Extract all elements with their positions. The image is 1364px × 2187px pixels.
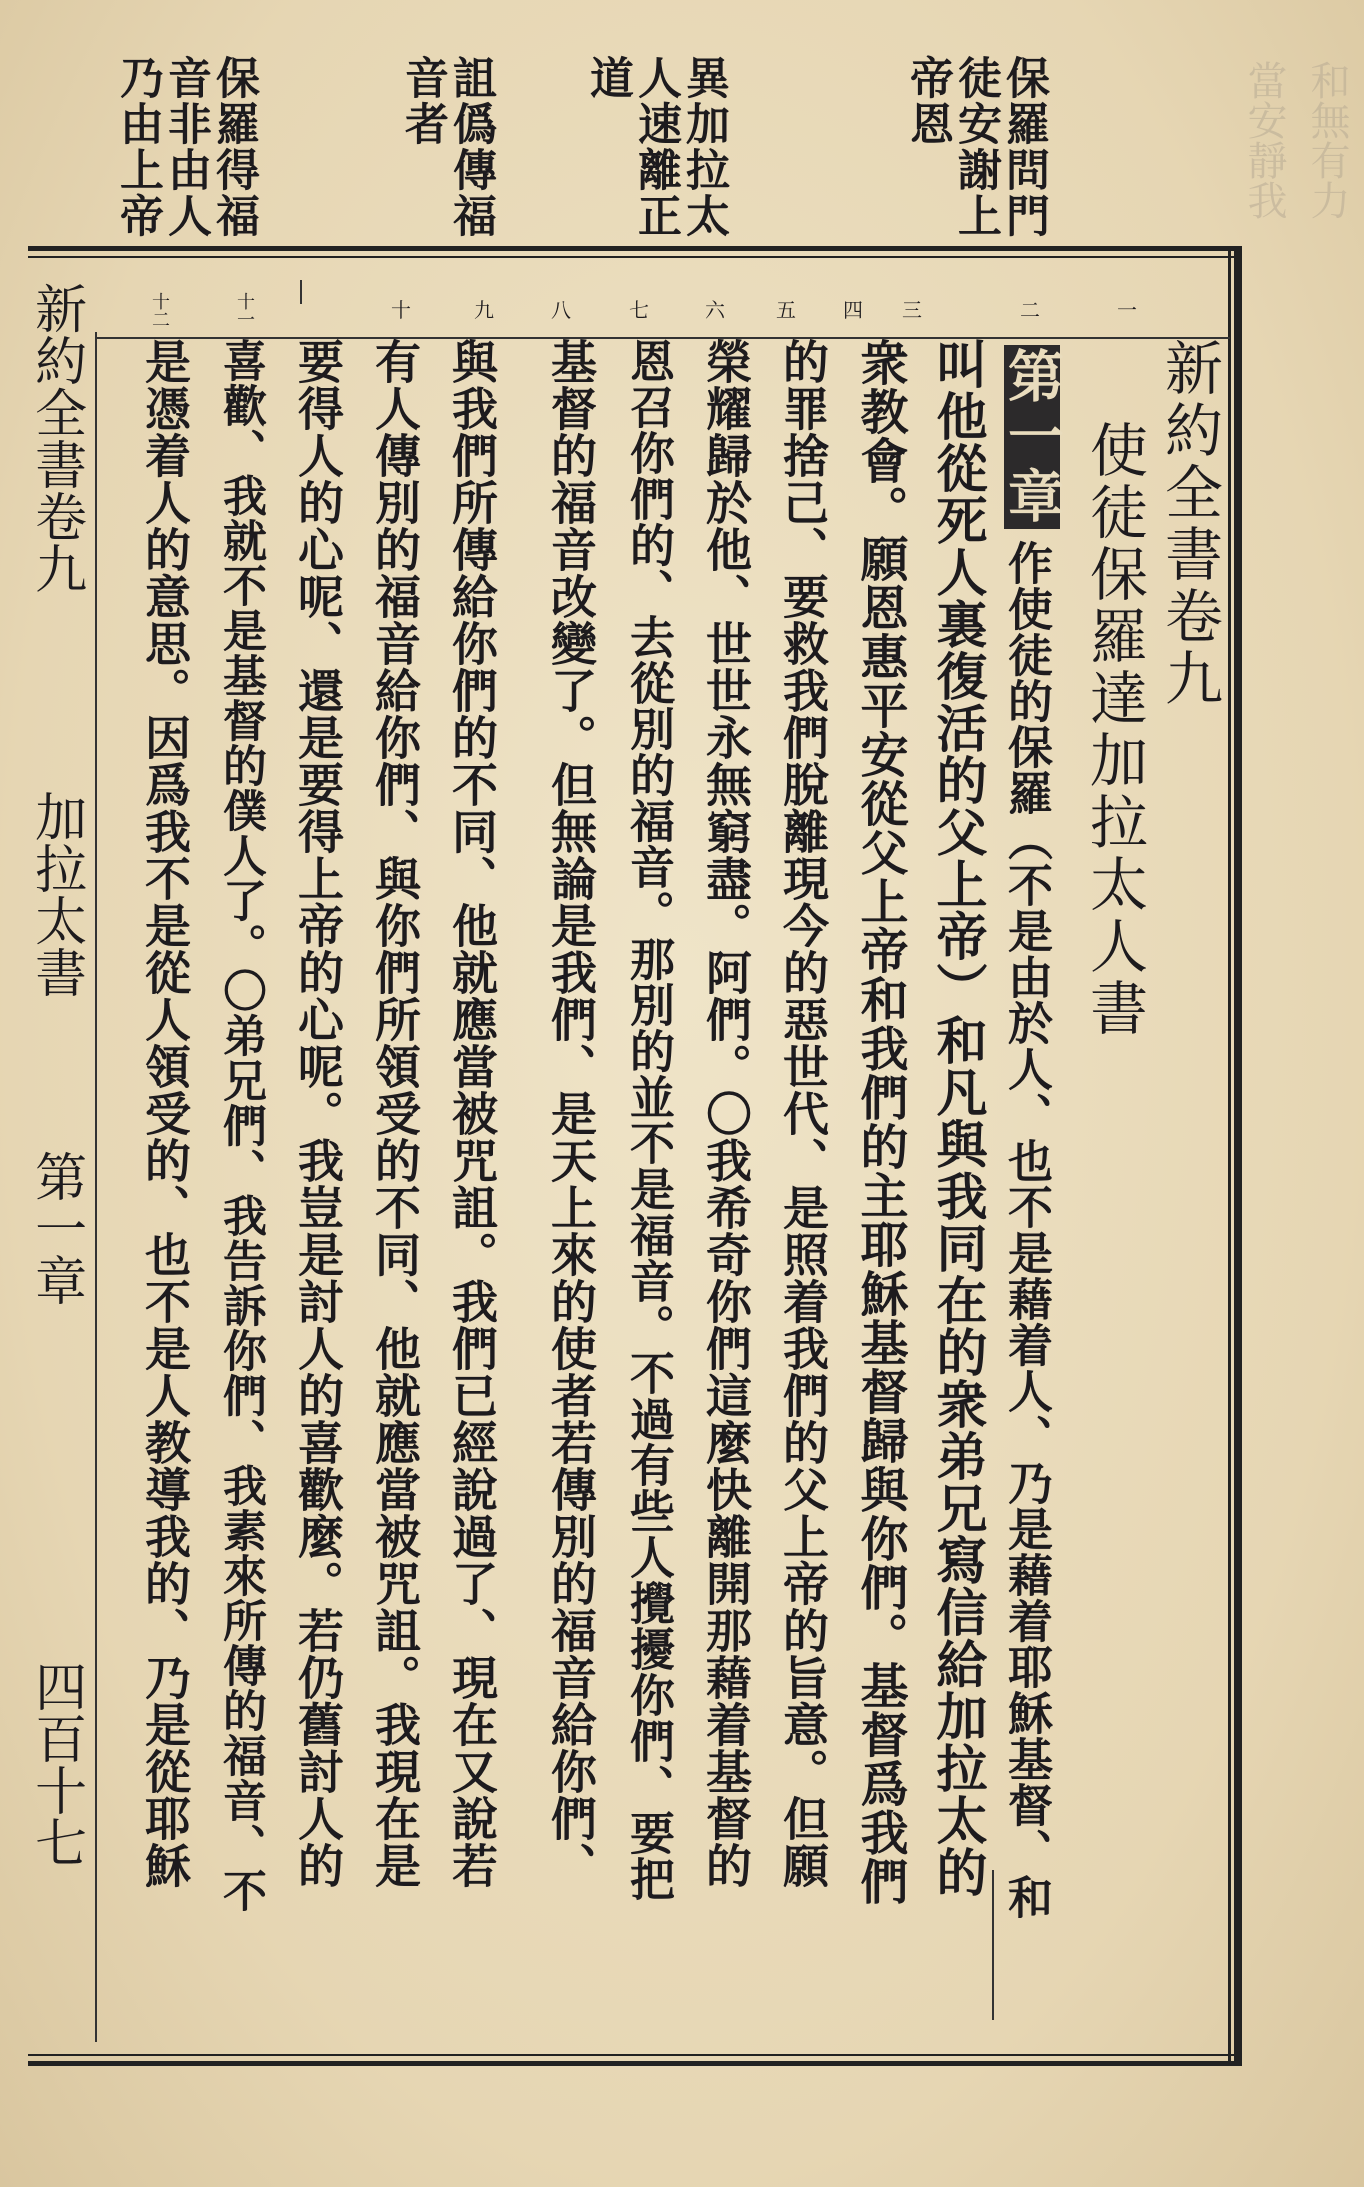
chapter-mark: 第一章	[999, 347, 1065, 527]
verse-number: 五	[776, 298, 796, 322]
text-line: 榮耀歸於他、世世永無窮盡。阿們。〇我希奇你們這麼快離開那藉着基督的	[699, 338, 753, 1889]
verse-number: 一	[1117, 298, 1137, 322]
verse-number: 三	[902, 298, 922, 322]
summary-line: 詛僞傳福	[445, 55, 496, 239]
summary-line: 帝恩	[902, 55, 953, 147]
verse-number: 二	[1020, 298, 1040, 322]
book-subtitle: 使徒保羅達加拉太人書	[1080, 420, 1148, 1040]
volume-title: 新約全書卷九	[1155, 338, 1223, 710]
ghost-line: 當安靜我	[1241, 60, 1287, 220]
verse-number: 九	[474, 298, 494, 322]
summary-line: 保羅得福	[208, 55, 259, 239]
margin-rule	[992, 1870, 994, 2020]
text-line: 是憑着人的意思。因爲我不是從人領受的、也不是人教導我的、乃是從耶穌	[138, 338, 192, 1889]
text-line: 作使徒的保羅（不是由於人、也不是藉着人、乃是藉着耶穌基督、和	[1000, 540, 1053, 1920]
bleed-through-text	[1236, 60, 1356, 220]
text-line: 喜歡、我就不是基督的僕人了。〇弟兄們、我告訴你們、我素來所傳的福音、不	[215, 338, 266, 1913]
summary-line: 道	[582, 55, 633, 101]
summary-line: 異加拉太	[678, 55, 729, 239]
summary-line: 徒安謝上	[950, 55, 1001, 239]
verse-number: 八	[551, 298, 571, 322]
verse-number: 七	[629, 298, 649, 322]
verse-number: 十	[391, 298, 411, 322]
inner-divider	[95, 332, 97, 2042]
side-book-name: 加拉太書	[25, 790, 86, 998]
verse-number: 六	[705, 298, 725, 322]
text-line: 與我們所傳給你們的不同、他就應當被咒詛。我們已經說過了、現在又說若	[445, 338, 499, 1889]
text-line: 要得人的心呢、還是要得上帝的心呢。我豈是討人的喜歡麼。若仍舊討人的	[291, 338, 345, 1889]
summary-header-4	[112, 55, 259, 239]
text-line: 恩召你們的、去從別的福音。那別的並不是福音。不過有些人攪擾你們、要把	[622, 338, 675, 1902]
ghost-line: 和無有力	[1304, 60, 1350, 220]
side-chapter: 第一章	[25, 1150, 86, 1306]
summary-line: 音者	[397, 55, 448, 147]
summary-header-1	[902, 55, 1049, 239]
summary-header-2	[582, 55, 729, 239]
verse-number: 十一	[234, 292, 255, 328]
frame-right-border	[1228, 246, 1242, 2066]
text-line: 叫他從死人裏復活的父上帝）和凡與我同在的衆弟兄寫信給加拉太的	[927, 338, 987, 1898]
ruler-tick	[300, 280, 302, 304]
summary-header-3	[397, 55, 496, 239]
text-line: 基督的福音改變了。但無論是我們、是天上來的使者若傳別的福音給你們、	[544, 338, 598, 1889]
summary-line: 保羅問門	[998, 55, 1049, 239]
chapter-label	[999, 345, 1065, 527]
text-line: 衆教會。願恩惠平安從父上帝和我們的主耶穌基督歸與你們。基督爲我們	[852, 338, 908, 1906]
text-line: 有人傳別的福音給你們、與你們所領受的不同、他就應當被咒詛。我現在是	[368, 338, 422, 1889]
verse-number: 十二	[149, 292, 170, 328]
summary-line: 音非由人	[160, 55, 211, 239]
side-page-number: 四百十七	[25, 1660, 86, 1868]
side-book-title: 新約全書卷九	[25, 282, 86, 594]
verse-number-ruler	[95, 280, 1230, 340]
text-line: 的罪捨己、要救我們脫離現今的惡世代、是照着我們的父上帝的旨意。但願	[776, 338, 830, 1889]
verse-number: 四	[843, 298, 863, 322]
summary-line: 人速離正	[630, 55, 681, 239]
summary-line: 乃由上帝	[112, 55, 163, 239]
